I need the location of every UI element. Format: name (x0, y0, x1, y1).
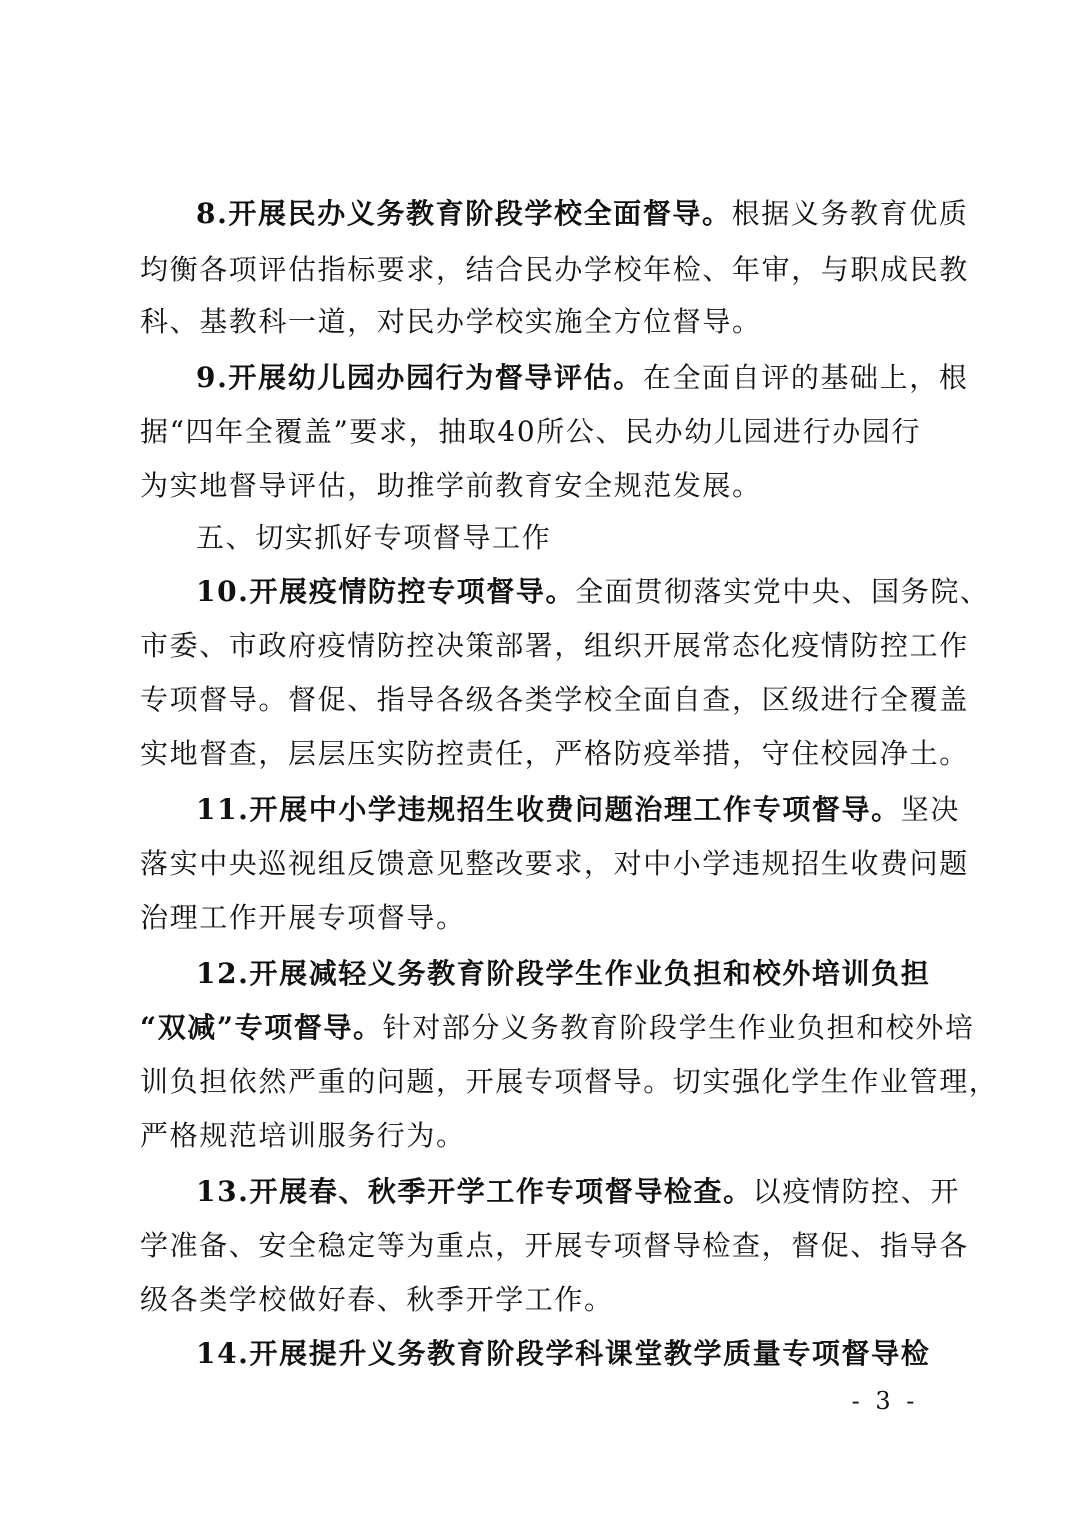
paragraph-12-text: 针对部分义务教育阶段学生作业负担和校外培 (382, 1011, 975, 1044)
paragraph-12-title-line-2: “双减”专项督导。 (140, 1011, 383, 1044)
paragraph-8-title: 8.开展民办义务教育阶段学校全面督导。 (196, 197, 732, 230)
paragraph-12-title-line-1: 12.开展减轻义务教育阶段学生作业负担和校外培训负担 (196, 957, 931, 990)
page-number: - 3 - (851, 1387, 919, 1415)
paragraph-8-line-3: 科、基教科一道，对民办学校实施全方位督导。 (140, 305, 762, 338)
paragraph-10-line-4: 实地督查，层层压实防控责任，严格防疫举措，守住校园净土。 (140, 737, 969, 770)
paragraph-8-line-2: 均衡各项评估指标要求，结合民办学校年检、年审，与职成民教 (140, 253, 969, 286)
paragraph-10-line-3: 专项督导。督促、指导各级各类学校全面自查，区级进行全覆盖 (140, 683, 969, 716)
paragraph-9-line-2: 据“四年全覆盖”要求，抽取40所公、民办幼儿园进行办园行 (140, 415, 922, 448)
paragraph-12-line-3: 训负担依然严重的问题，开展专项督导。切实强化学生作业管理， (140, 1065, 999, 1098)
section-heading-5: 五、切实抓好专项督导工作 (196, 521, 552, 554)
paragraph-13-title: 13.开展春、秋季开学工作专项督导检查。 (196, 1175, 753, 1208)
paragraph-8-text: 根据义务教育优质 (731, 197, 969, 230)
paragraph-14-title: 14.开展提升义务教育阶段学科课堂教学质量专项督导检 (196, 1337, 931, 1370)
paragraph-11-line-3: 治理工作开展专项督导。 (140, 901, 466, 934)
paragraph-9-text: 在全面自评的基础上，根 (642, 361, 969, 394)
paragraph-10-text: 全面贯彻落实党中央、国务院、 (575, 575, 990, 608)
paragraph-10-line-2: 市委、市政府疫情防控决策部署，组织开展常态化疫情防控工作 (140, 629, 969, 662)
paragraph-11-text: 坚决 (900, 793, 960, 826)
paragraph-12-line-2 (140, 1010, 975, 1046)
paragraph-8-line-1 (196, 196, 969, 232)
paragraph-11-title: 11.开展中小学违规招生收费问题治理工作专项督导。 (196, 793, 901, 826)
paragraph-13-text: 以疫情防控、开 (752, 1175, 960, 1208)
paragraph-13-line-3: 级各类学校做好春、秋季开学工作。 (140, 1283, 614, 1316)
paragraph-9-line-3: 为实地督导评估，助推学前教育安全规范发展。 (140, 469, 762, 502)
paragraph-13-line-1 (196, 1174, 960, 1210)
paragraph-13-line-2: 学准备、安全稳定等为重点，开展专项督导检查，督促、指导各 (140, 1229, 969, 1262)
paragraph-10-title: 10.开展疫情防控专项督导。 (196, 575, 576, 608)
paragraph-10-line-1 (196, 574, 990, 610)
paragraph-12-line-4: 严格规范培训服务行为。 (140, 1119, 466, 1152)
paragraph-11-line-1 (196, 792, 960, 828)
paragraph-9-title: 9.开展幼儿园办园行为督导评估。 (196, 361, 643, 394)
paragraph-9-line-1 (196, 360, 969, 396)
paragraph-11-line-2: 落实中央巡视组反馈意见整改要求，对中小学违规招生收费问题 (140, 847, 969, 880)
